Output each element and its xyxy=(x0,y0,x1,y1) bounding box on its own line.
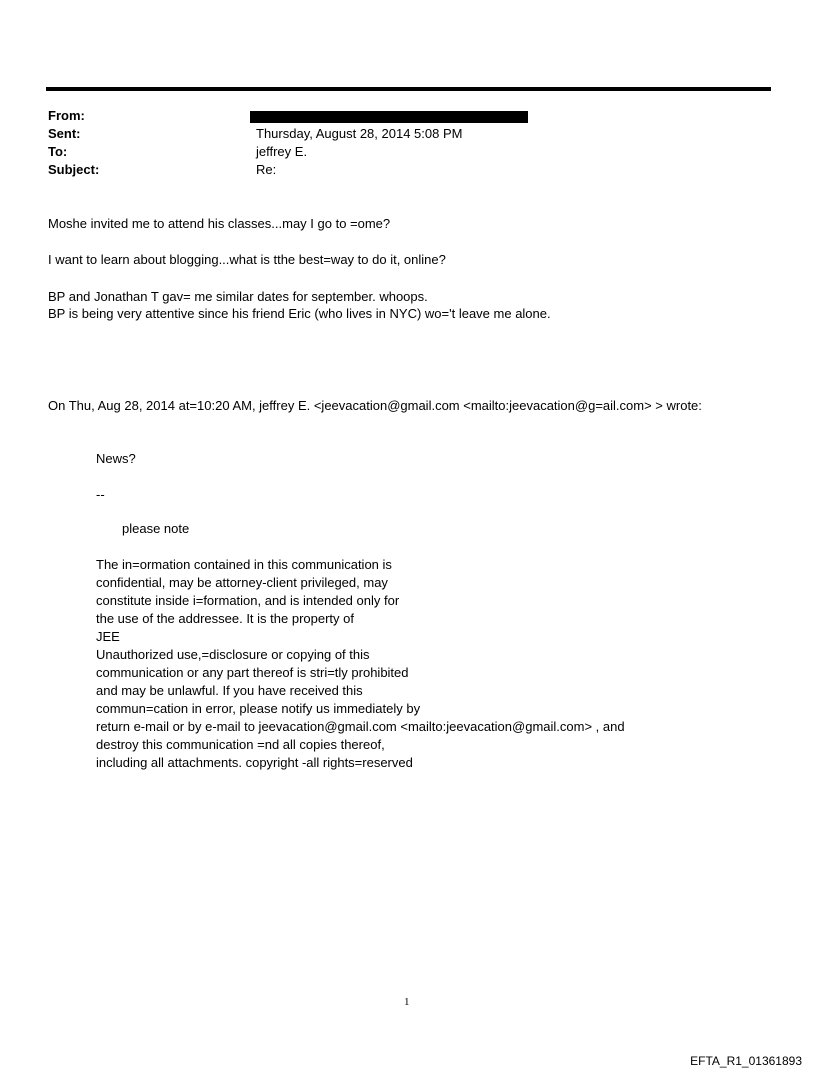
signature-separator: -- xyxy=(96,487,105,502)
document-id: EFTA_R1_01361893 xyxy=(690,1054,802,1068)
redaction-bar xyxy=(250,111,528,123)
message-paragraph-3b: BP is being very attentive since his friend Eric (who lives in NYC) wo='t leave me alone. xyxy=(48,306,551,321)
header-rule xyxy=(46,87,771,91)
disclaimer-line: JEE xyxy=(96,629,120,644)
disclaimer-line: confidential, may be attorney-client privileged, may xyxy=(96,575,388,590)
page-number: 1 xyxy=(404,996,410,1008)
message-paragraph-1: Moshe invited me to attend his classes...may I go to =ome? xyxy=(48,216,391,231)
subject-value: Re: xyxy=(256,162,277,177)
disclaimer-line: including all attachments. copyright -all rights=reserved xyxy=(96,755,413,770)
please-note: please note xyxy=(122,521,190,536)
sent-label: Sent: xyxy=(48,126,81,141)
disclaimer-line: return e-mail or by e-mail to jeevacation@gmail.com <mailto:jeevacation@gmail.com> , and xyxy=(96,719,625,734)
from-label: From: xyxy=(48,108,85,123)
disclaimer-line: commun=cation in error, please notify us immediately by xyxy=(96,701,421,716)
disclaimer-line: the use of the addressee. It is the property of xyxy=(96,611,354,626)
disclaimer-line: Unauthorized use,=disclosure or copying of this xyxy=(96,647,370,662)
subject-label: Subject: xyxy=(48,162,100,177)
disclaimer-line: and may be unlawful. If you have received this xyxy=(96,683,363,698)
quote-intro: On Thu, Aug 28, 2014 at=10:20 AM, jeffrey E. <jeevacation@gmail.com <mailto:jeevacation@g=ail.com> > wrote: xyxy=(48,398,702,413)
disclaimer-line: communication or any part thereof is stri=tly prohibited xyxy=(96,665,409,680)
disclaimer-line: The in=ormation contained in this communication is xyxy=(96,557,392,572)
to-value: jeffrey E. xyxy=(256,144,308,159)
sent-value: Thursday, August 28, 2014 5:08 PM xyxy=(256,126,463,141)
to-label: To: xyxy=(48,144,68,159)
quoted-news: News? xyxy=(96,451,136,466)
message-paragraph-3a: BP and Jonathan T gav= me similar dates for september. whoops. xyxy=(48,289,428,304)
disclaimer-line: constitute inside i=formation, and is intended only for xyxy=(96,593,400,608)
message-paragraph-2: I want to learn about blogging...what is tthe best=way to do it, online? xyxy=(48,252,446,267)
disclaimer-line: destroy this communication =nd all copies thereof, xyxy=(96,737,385,752)
